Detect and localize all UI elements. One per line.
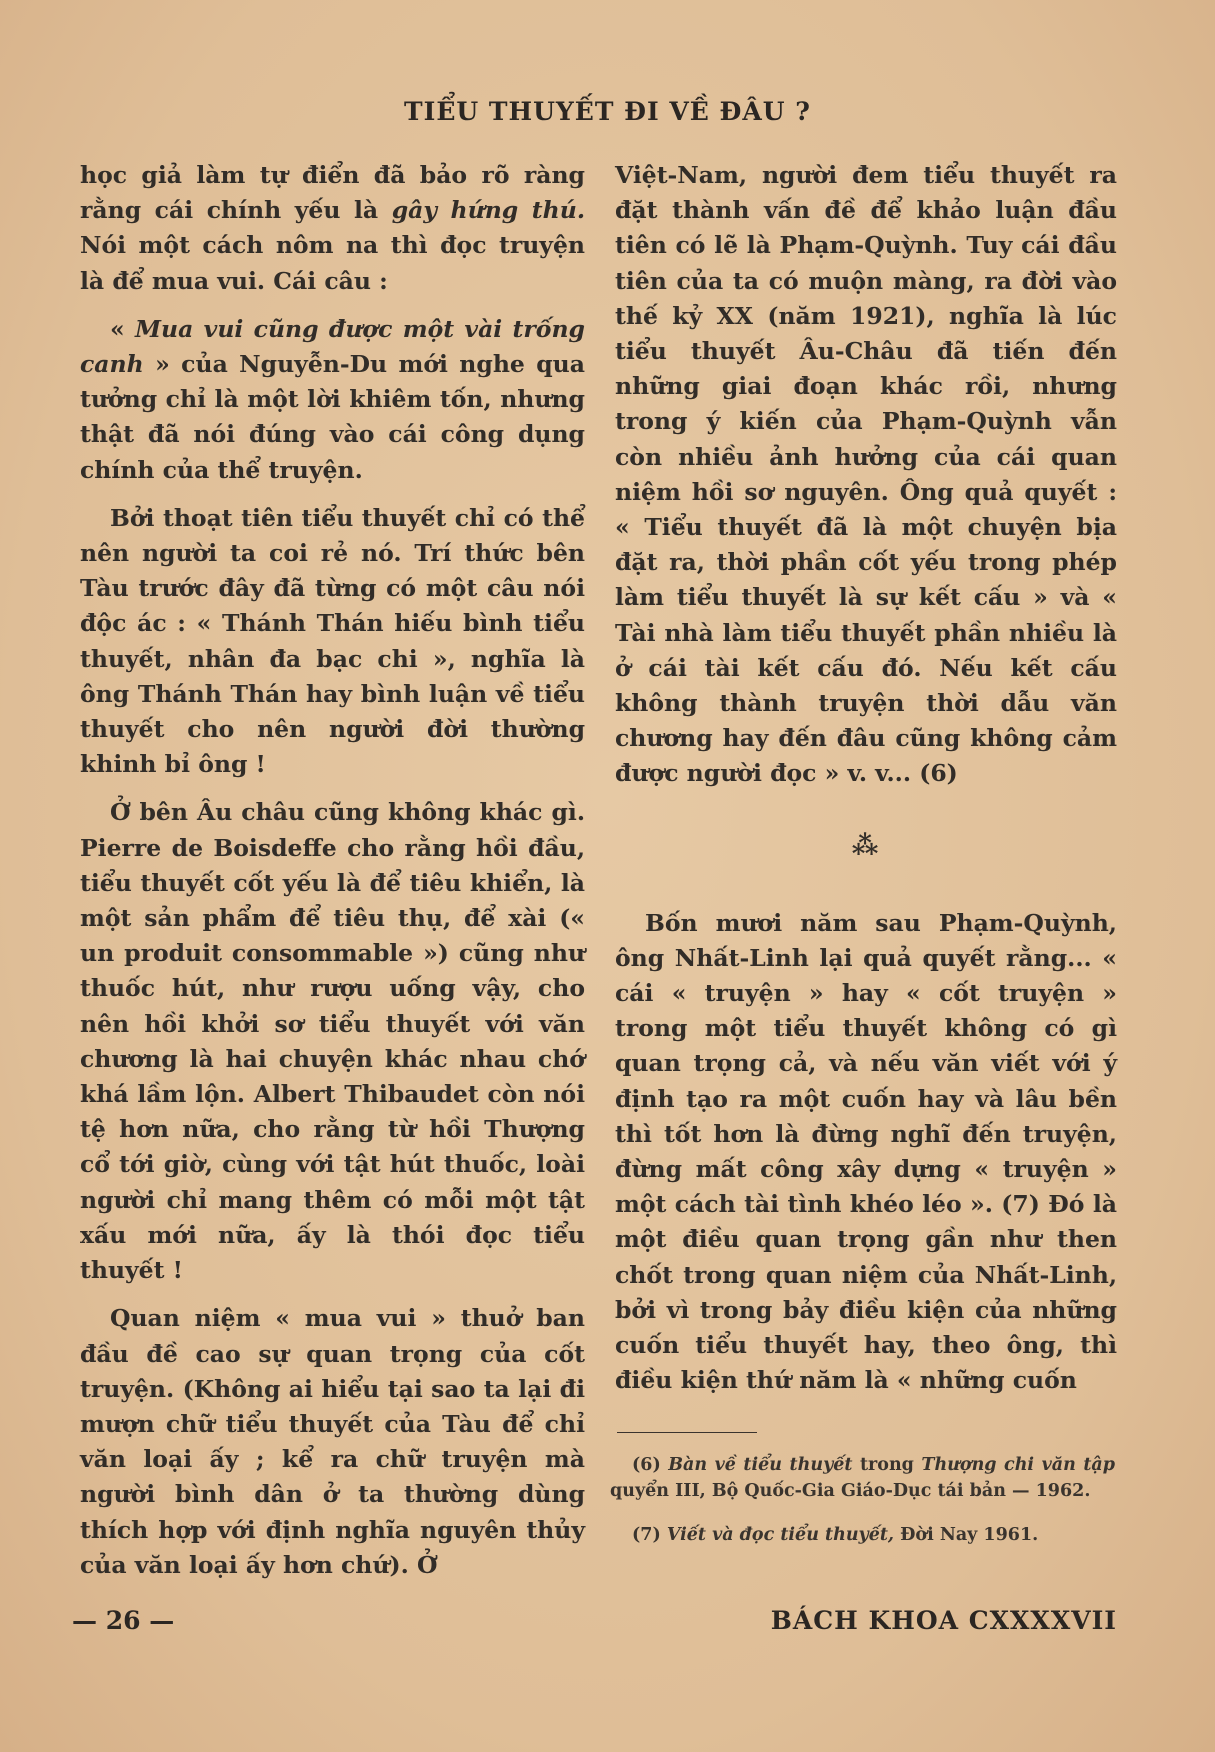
footnote-6 [610,1452,1115,1504]
left-paragraph-4: Ở bên Âu châu cũng không khác gì. Pierre de Boisdeffe cho rằng hồi đầu, tiểu thuyết cốt yếu là để tiêu khiển, là một sản phẩm để tiêu thụ, để xài (« un produit consommable ») cũng như thuốc hút, như rượu uống vậy, cho nên hồi khởi sơ tiểu thuyết với văn chương là hai chuyện khác nhau chớ khá lầm lộn. Albert Thibaudet còn nói tệ hơn nữa, cho rằng từ hồi Thượng cổ tới giờ, cùng với tật hút thuốc, loài người chỉ mang thêm có mỗi một tật xấu mới nữa, ấy là thói đọc tiểu thuyết ! [80,798,585,1285]
italic-span: Viết và đọc tiểu thuyết, [666,1525,895,1545]
left-paragraph-2 [80,312,585,488]
running-title: TIỂU THUYẾT ĐI VỀ ĐÂU ? [404,97,811,126]
page-number: — 26 — [72,1606,175,1635]
left-paragraph-3: Bởi thoạt tiên tiểu thuyết chỉ có thể nên người ta coi rẻ nó. Trí thức bên Tàu trước đây đã từng có một câu nói độc ác : « Thánh Thán hiếu bình tiểu thuyết, nhân đa bạc chi », nghĩa là ông Thánh Thán hay bình luận về tiểu thuyết cho nên người đời thường khinh bỉ ông ! [80,503,585,779]
italic-span: gây hứng thú. [391,196,585,225]
section-separator: ⁂ [851,830,881,861]
text-span: Đời Nay 1961. [894,1525,1039,1545]
text-span: trong [852,1455,922,1475]
left-paragraph-1 [80,158,585,299]
footnote-rule [617,1432,757,1433]
left-column [80,158,585,1596]
footnotes [610,1452,1115,1566]
text-span: « [110,314,136,343]
text-span: quyển III, Bộ Quốc-Gia Giáo-Dục tái bản — 1962. [610,1481,1091,1501]
text-span: » của Nguyễn-Du mới nghe qua tưởng chỉ là một lời khiêm tốn, nhưng thật đã nói đúng vào cái công dụng chính của thể truyện. [80,350,585,484]
italic-span: Thượng chi văn tập [921,1455,1115,1475]
journal-issue: BÁCH KHOA CXXXXVII [770,1606,1117,1635]
text-span: (6) [632,1455,669,1475]
left-paragraph-5: Quan niệm « mua vui » thuở ban đầu đề cao sự quan trọng của cốt truyện. (Không ai hiểu tại sao ta lại đi mượn chữ tiểu thuyết của Tàu để chỉ văn loại ấy ; kể ra chữ truyện mà người bình dân ở ta thường dùng thích hợp với định nghĩa nguyên thủy của văn loại ấy hơn chứ). Ở [80,1304,585,1579]
right-column [615,158,1117,1412]
right-paragraph-2: Bốn mươi năm sau Phạm-Quỳnh, ông Nhất-Linh lại quả quyết rằng... « cái « truyện » hay « cốt truyện » trong một tiểu thuyết không có gì quan trọng cả, và nếu văn viết với ý định tạo ra một cuốn hay và lâu bền thì tốt hơn là đừng nghĩ đến truyện, đừng mất công xây dựng « truyện » một cách tài tình khéo léo ». (7) Đó là một điều quan trọng gần như then chốt trong quan niệm của Nhất-Linh, bởi vì trong bảy điều kiện của những cuốn tiểu thuyết hay, theo ông, thì điều kiện thứ năm là « những cuốn [615,908,1117,1395]
italic-span: Bàn về tiểu thuyết [668,1455,853,1475]
text-span: học giả làm tự điển đã bảo rõ ràng rằng cái chính yếu là [80,161,585,225]
italic-span: Mua vui cũng được một vài trống canh [80,314,585,379]
text-span: (7) [632,1525,667,1545]
text-span: Nói một cách nôm na thì đọc truyện là để mua vui. Cái câu : [80,231,585,295]
footnote-7 [610,1522,1115,1548]
right-paragraph-1: Việt-Nam, người đem tiểu thuyết ra đặt thành vấn đề để khảo luận đầu tiên có lẽ là Phạm-Quỳnh. Tuy cái đầu tiên của ta có muộn màng, ra đời vào thế kỷ XX (năm 1921), nghĩa là lúc tiểu thuyết Âu-Châu đã tiến đến những giai đoạn khác rồi, nhưng trong ý kiến của Phạm-Quỳnh vẫn còn nhiều ảnh hưởng của cái quan niệm hồi sơ nguyên. Ông quả quyết : « Tiểu thuyết đã là một chuyện bịa đặt ra, thời phần cốt yếu trong phép làm tiểu thuyết là sự kết cấu » và « Tài nhà làm tiểu thuyết phần nhiều là ở cái tài kết cấu đó. Nếu kết cấu không thành truyện thời dẫu văn chương hay đến đâu cũng không cảm được người đọc » v. v... (6) [615,161,1117,788]
